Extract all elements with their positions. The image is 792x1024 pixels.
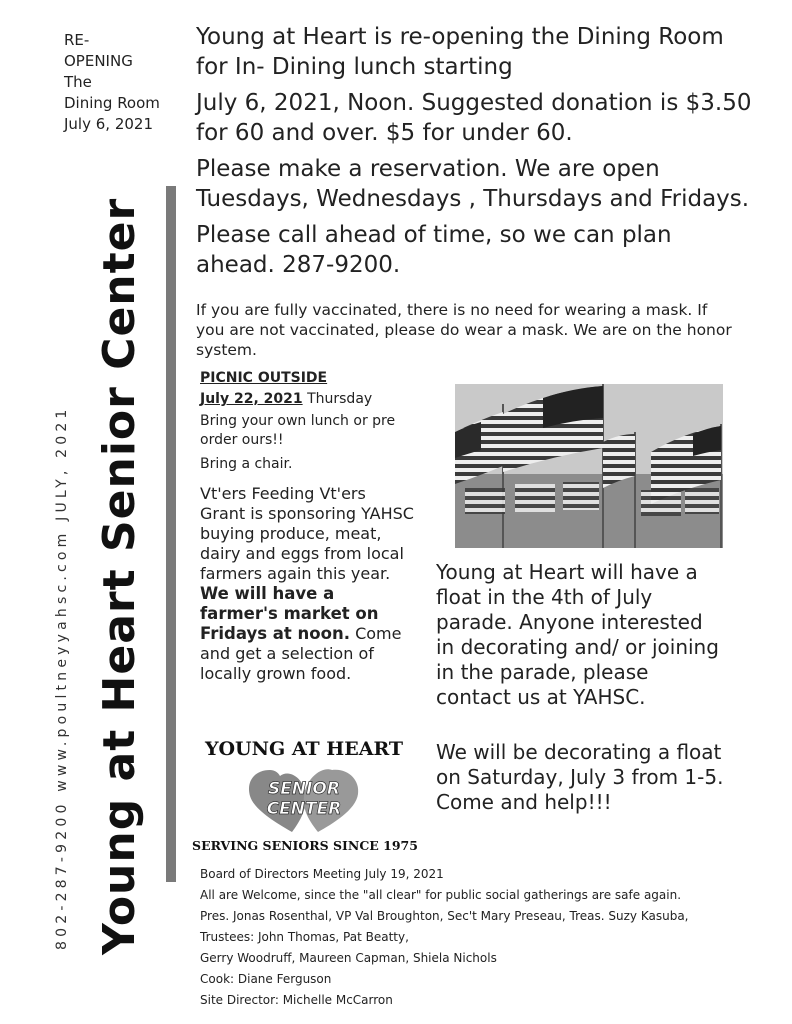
logo-center: CENTER xyxy=(266,799,342,819)
logo-tagline: SERVING SENIORS SINCE 1975 xyxy=(192,838,418,853)
board-line: Gerry Woodruff, Maureen Capman, Shiela Nichols xyxy=(200,951,497,965)
divider-bar xyxy=(166,186,176,882)
vertical-title: Young at Heart Senior Center xyxy=(94,197,145,955)
picnic-line: Bring a chair. xyxy=(200,456,293,472)
reopening-note xyxy=(64,30,184,135)
board-line: Pres. Jonas Rosenthal, VP Val Broughton, Sec't Mary Preseau, Treas. Suzy Kasuba, xyxy=(200,909,689,923)
picnic-section xyxy=(200,368,410,475)
announcement-paragraph: Please make a reservation. We are open Tuesdays, Wednesdays , Thursdays and Fridays. xyxy=(196,156,750,212)
reopening-line: RE- xyxy=(64,31,90,49)
vertical-contact-info: 802-287-9200 www.poultneyyahsc.com JULY, 2021 xyxy=(54,405,70,950)
heart-icon xyxy=(240,762,370,834)
board-line: Site Director: Michelle McCarron xyxy=(200,993,393,1007)
board-line: Trustees: John Thomas, Pat Beatty, xyxy=(200,930,409,944)
picnic-day: Thursday xyxy=(307,391,373,407)
farmers-market-text: We will have a farmer's market on Fridays at noon. xyxy=(200,584,379,643)
flags-image xyxy=(455,384,723,548)
feeding-text: Vt'ers Feeding Vt'ers Grant is sponsoring YAHSC buying produce, meat, dairy and eggs from local farmers again this year. xyxy=(200,484,414,583)
announcement-paragraph: July 6, 2021, Noon. Suggested donation is $3.50 for 60 and over. $5 for under 60. xyxy=(196,90,752,146)
heart-logo xyxy=(240,762,370,834)
feeding-text: Come and get a selection of locally grown food. xyxy=(200,624,402,683)
board-line: Board of Directors Meeting July 19, 2021 xyxy=(200,867,444,881)
picnic-heading: PICNIC OUTSIDE xyxy=(200,370,328,386)
feeding-section xyxy=(200,484,415,684)
announcement-paragraph: Please call ahead of time, so we can plan ahead. 287-9200. xyxy=(196,222,672,278)
flags-photo xyxy=(455,384,723,548)
decorating-text: We will be decorating a float on Saturday, July 3 from 1-5. Come and help!!! xyxy=(436,740,724,814)
main-announcement xyxy=(196,22,756,286)
logo-senior: SENIOR xyxy=(268,779,340,799)
reopening-line: July 6, 2021 xyxy=(64,115,153,133)
reopening-line: The xyxy=(64,73,92,91)
board-line: Cook: Diane Ferguson xyxy=(200,972,332,986)
board-line: All are Welcome, since the "all clear" for public social gatherings are safe again. xyxy=(200,888,682,902)
mask-note: If you are fully vaccinated, there is no need for wearing a mask. If you are not vaccinated, please do wear a mask. We are on the honor system. xyxy=(196,301,732,359)
logo-title: YOUNG AT HEART xyxy=(204,738,404,760)
parade-float-text: Young at Heart will have a float in the 4th of July parade. Anyone interested in decorating and/ or joining in the parade, please contact us at YAHSC. xyxy=(436,560,719,709)
announcement-paragraph: Young at Heart is re-opening the Dining Room for In- Dining lunch starting xyxy=(196,24,724,80)
reopening-line: OPENING xyxy=(64,52,133,70)
board-info xyxy=(200,864,760,1011)
picnic-date: July 22, 2021 xyxy=(200,391,303,407)
reopening-line: Dining Room xyxy=(64,94,160,112)
picnic-line: Bring your own lunch or pre order ours!! xyxy=(200,413,396,448)
